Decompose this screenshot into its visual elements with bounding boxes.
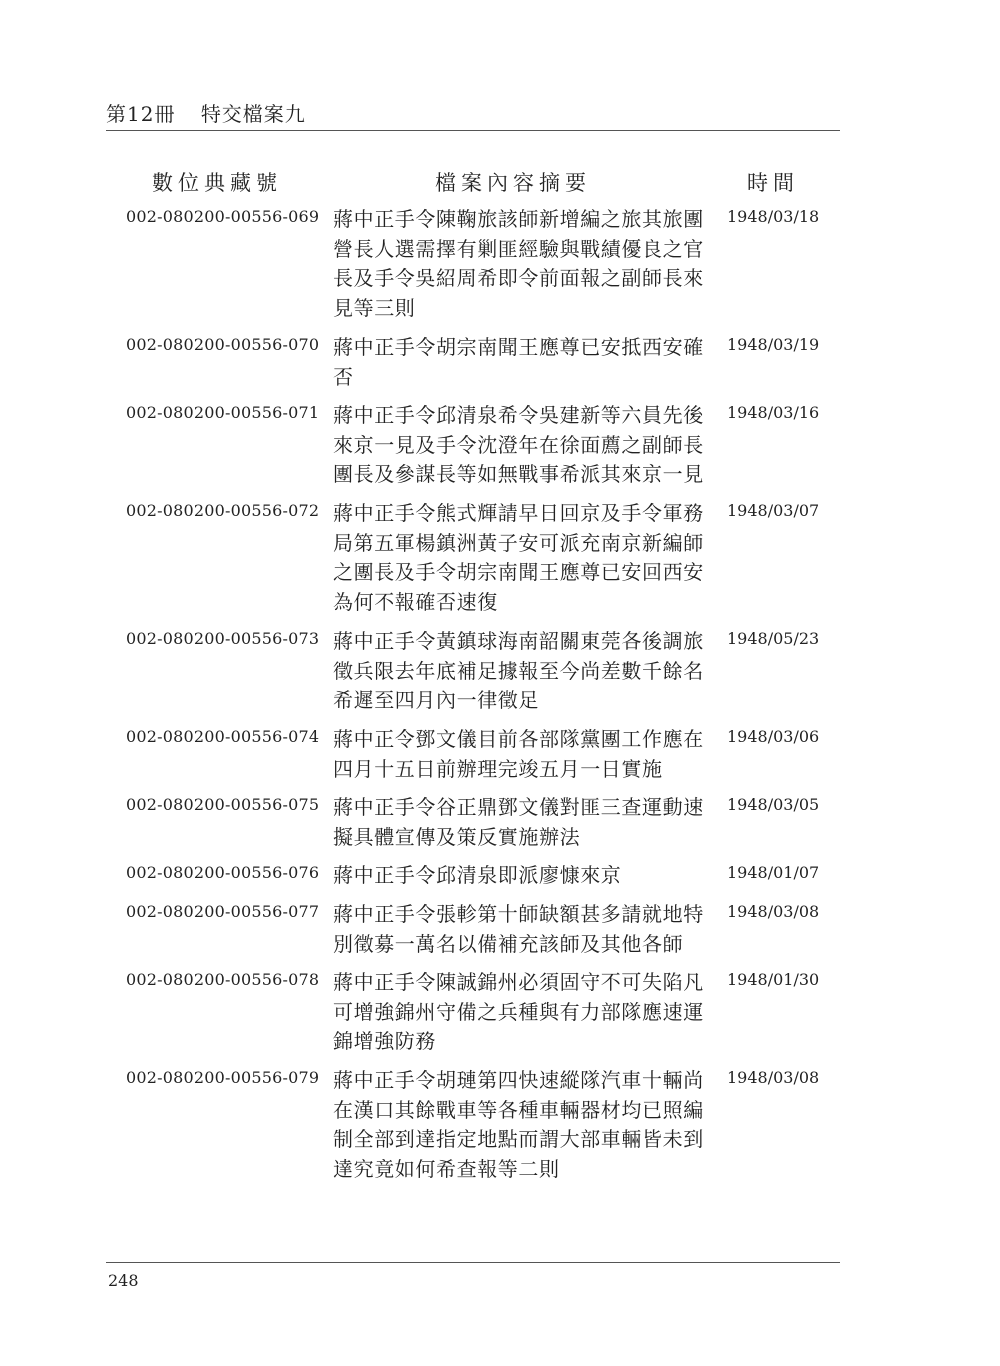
content-summary: 蔣中正手令熊式輝請早日回京及手令軍務局第五軍楊鎮洲黃子安可派充南京新編師之團長及手令胡宗南聞王應尊已安回西安為何不報確否速復 bbox=[333, 501, 704, 614]
content-summary: 蔣中正手令邱清泉即派廖慷來京 bbox=[333, 863, 622, 887]
record-date: 1948/03/19 bbox=[727, 335, 820, 354]
content-summary: 蔣中正手令陳誠錦州必須固守不可失陷凡可增強錦州守備之兵種與有力部隊應速運錦增強防務 bbox=[333, 970, 704, 1053]
record-date: 1948/01/30 bbox=[727, 970, 820, 989]
content-summary: 蔣中正手令胡宗南聞王應尊已安抵西安確否 bbox=[333, 335, 704, 389]
archive-id: 002-080200-00556-069 bbox=[126, 207, 320, 226]
content-summary: 蔣中正令鄧文儀目前各部隊黨團工作應在四月十五日前辦理完竣五月一日實施 bbox=[333, 727, 704, 781]
section-title: 特交檔案九 bbox=[200, 102, 306, 126]
volume-label: 第12冊 bbox=[106, 102, 176, 126]
content-summary: 蔣中正手令邱清泉希令吳建新等六員先後來京一見及手令沈澄年在徐面薦之副師長團長及參謀長等如無戰事希派其來京一見 bbox=[333, 403, 704, 486]
record-date: 1948/05/23 bbox=[727, 629, 820, 648]
archive-id: 002-080200-00556-072 bbox=[126, 501, 320, 520]
archive-id: 002-080200-00556-070 bbox=[126, 335, 320, 354]
column-header-summary: 檔案內容摘要 bbox=[435, 171, 591, 195]
running-header bbox=[106, 98, 306, 127]
record-date: 1948/03/16 bbox=[727, 403, 820, 422]
archive-id: 002-080200-00556-076 bbox=[126, 863, 320, 882]
content-summary: 蔣中正手令陳鞠旅該師新增編之旅其旅團營長人選需擇有剿匪經驗與戰績優良之官長及手令吳紹周希即令前面報之副師長來見等三則 bbox=[333, 207, 704, 320]
record-date: 1948/03/05 bbox=[727, 795, 820, 814]
archive-id: 002-080200-00556-071 bbox=[126, 403, 320, 422]
record-date: 1948/03/18 bbox=[727, 207, 820, 226]
record-date: 1948/01/07 bbox=[727, 863, 820, 882]
footer-rule bbox=[106, 1262, 840, 1263]
archive-id: 002-080200-00556-077 bbox=[126, 902, 320, 921]
record-date: 1948/03/07 bbox=[727, 501, 820, 520]
record-date: 1948/03/08 bbox=[727, 1068, 820, 1087]
archive-id: 002-080200-00556-073 bbox=[126, 629, 320, 648]
content-summary: 蔣中正手令黃鎮球海南韶關東莞各後調旅徵兵限去年底補足據報至今尚差數千餘名希遲至四月內一律徵足 bbox=[333, 629, 704, 712]
content-summary: 蔣中正手令張軫第十師缺額甚多請就地特別徵募一萬名以備補充該師及其他各師 bbox=[333, 902, 704, 956]
archive-id: 002-080200-00556-074 bbox=[126, 727, 320, 746]
column-header-date: 時間 bbox=[747, 171, 799, 195]
archive-id: 002-080200-00556-079 bbox=[126, 1068, 320, 1087]
header-rule bbox=[106, 130, 840, 131]
page-number: 248 bbox=[108, 1271, 139, 1290]
column-header-id: 數位典藏號 bbox=[152, 171, 282, 195]
archive-id: 002-080200-00556-078 bbox=[126, 970, 320, 989]
record-date: 1948/03/06 bbox=[727, 727, 820, 746]
content-summary: 蔣中正手令谷正鼎鄧文儀對匪三查運動速擬具體宣傳及策反實施辦法 bbox=[333, 795, 704, 849]
record-date: 1948/03/08 bbox=[727, 902, 820, 921]
content-summary: 蔣中正手令胡璉第四快速縱隊汽車十輛尚在漢口其餘戰車等各種車輛器材均已照編制全部到達指定地點而謂大部車輛皆未到達究竟如何希查報等二則 bbox=[333, 1068, 704, 1181]
archive-id: 002-080200-00556-075 bbox=[126, 795, 320, 814]
